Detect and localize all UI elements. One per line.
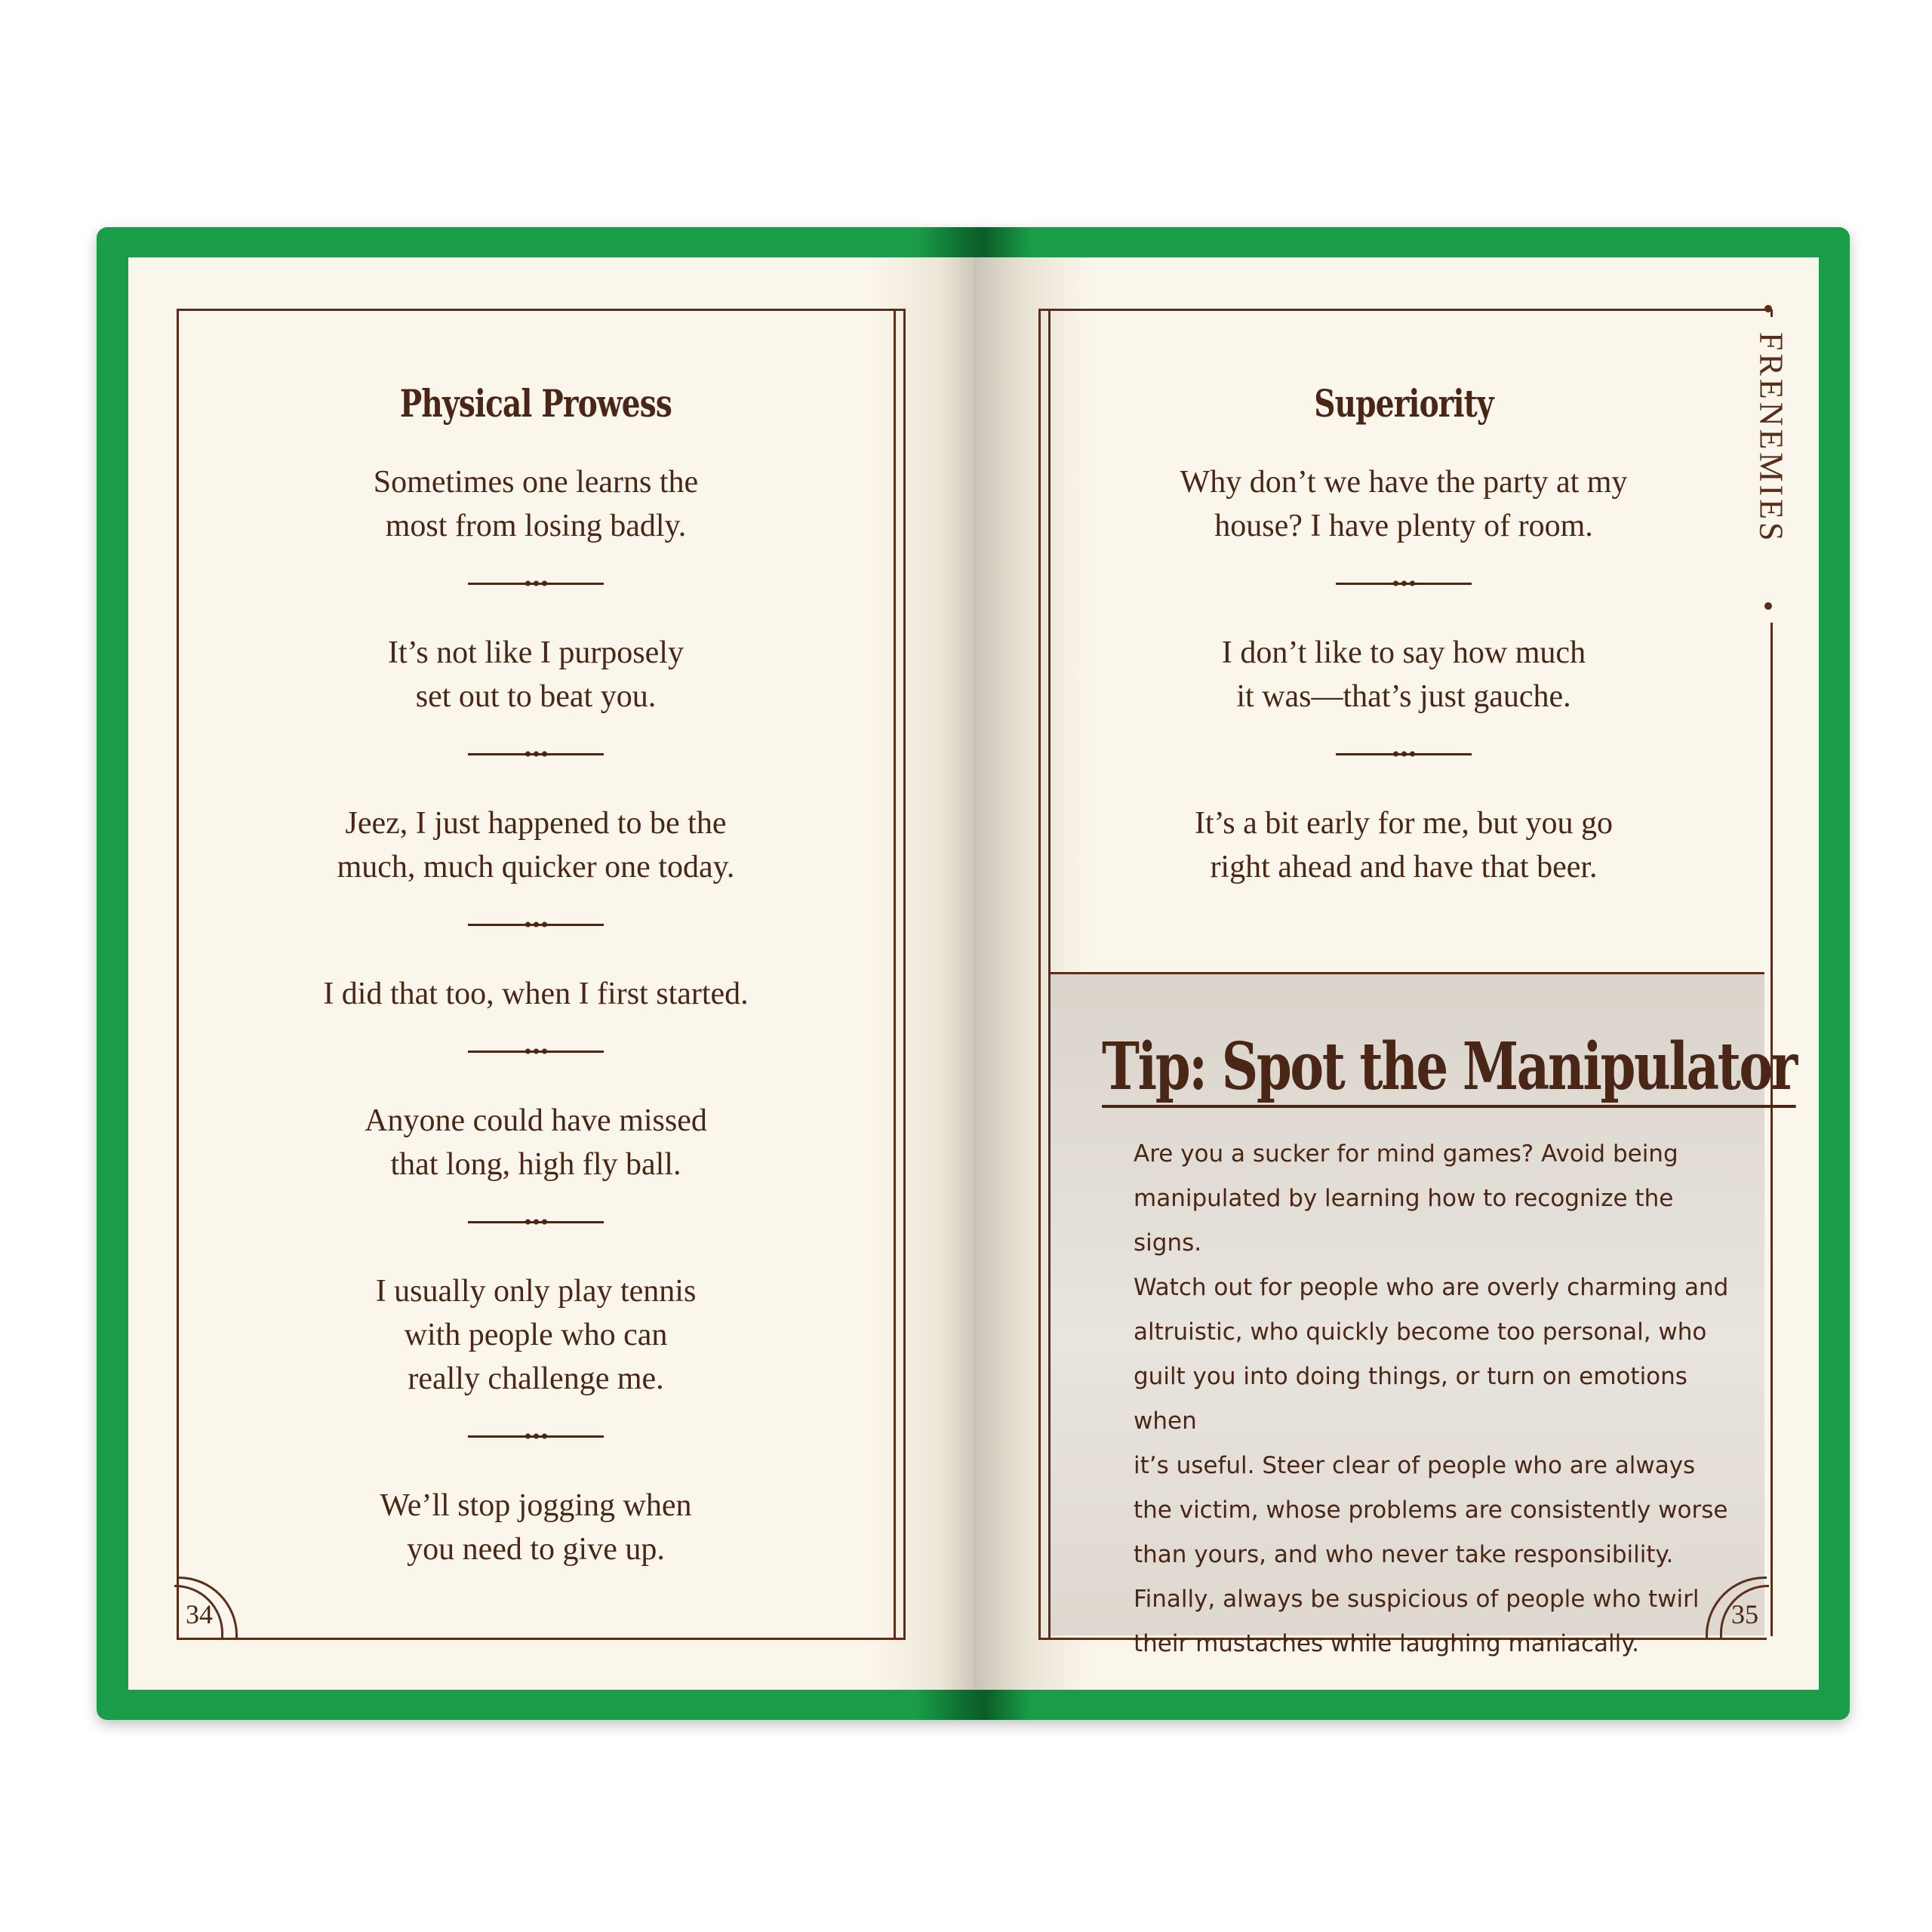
left-page-content xyxy=(196,381,875,1571)
page-number-right: 35 xyxy=(1731,1599,1758,1629)
quote: Sometimes one learns the most from losing badly. xyxy=(373,465,699,543)
divider-ornament xyxy=(468,749,604,759)
quote: Why don’t we have the party at my house? I have plenty of room. xyxy=(1180,465,1628,543)
rule-end-dot-top xyxy=(1764,305,1772,312)
quote: I usually only play tennis with people who can really challenge me. xyxy=(375,1274,697,1396)
section-label: FRENEMIES xyxy=(1752,332,1790,544)
divider-ornament xyxy=(468,578,604,589)
divider-ornament xyxy=(468,1217,604,1227)
tip-title: Tip: Spot the Manipulator xyxy=(1102,1029,1796,1108)
divider-ornament xyxy=(1336,578,1472,589)
book-spine-top xyxy=(917,227,1030,257)
divider-ornament xyxy=(468,1046,604,1057)
quote: It’s a bit early for me, but you go right ahead and have that beer. xyxy=(1194,806,1614,884)
left-page-heading: Physical Prowess xyxy=(399,381,672,426)
quote: We’ll stop jogging when you need to give up. xyxy=(380,1488,692,1567)
book-spine-bottom xyxy=(917,1690,1030,1720)
divider-ornament xyxy=(468,1431,604,1441)
quote: I did that too, when I first started. xyxy=(323,977,749,1011)
divider-ornament xyxy=(468,919,604,930)
quote: Anyone could have missed that long, high fly ball. xyxy=(365,1103,707,1182)
tip-body: Are you a sucker for mind games? Avoid being manipulated by learning how to recognize the signs. Watch out for people who are overly charming and altruistic, who quickly become too personal, who guilt you into doing things, or turn on emotions when it’s useful. Steer clear of people who are always the victim, whose problems are consistently worse than yours, and who never take responsibility. Finally, always be suspicious of people who twirl their mustaches while laughing maniacally. xyxy=(1134,1140,1729,1657)
quote: I don’t like to say how much it was—that’s just gauche. xyxy=(1221,635,1586,714)
quote: Jeez, I just happened to be the much, much quicker one today. xyxy=(337,806,735,884)
rule-end-dot-bottom xyxy=(1764,602,1772,610)
right-page-content xyxy=(1064,381,1743,889)
page-number-left: 34 xyxy=(186,1599,213,1629)
right-page-heading: Superiority xyxy=(1314,381,1494,426)
quote: It’s not like I purposely set out to beat you. xyxy=(388,635,684,714)
divider-ornament xyxy=(1336,749,1472,759)
